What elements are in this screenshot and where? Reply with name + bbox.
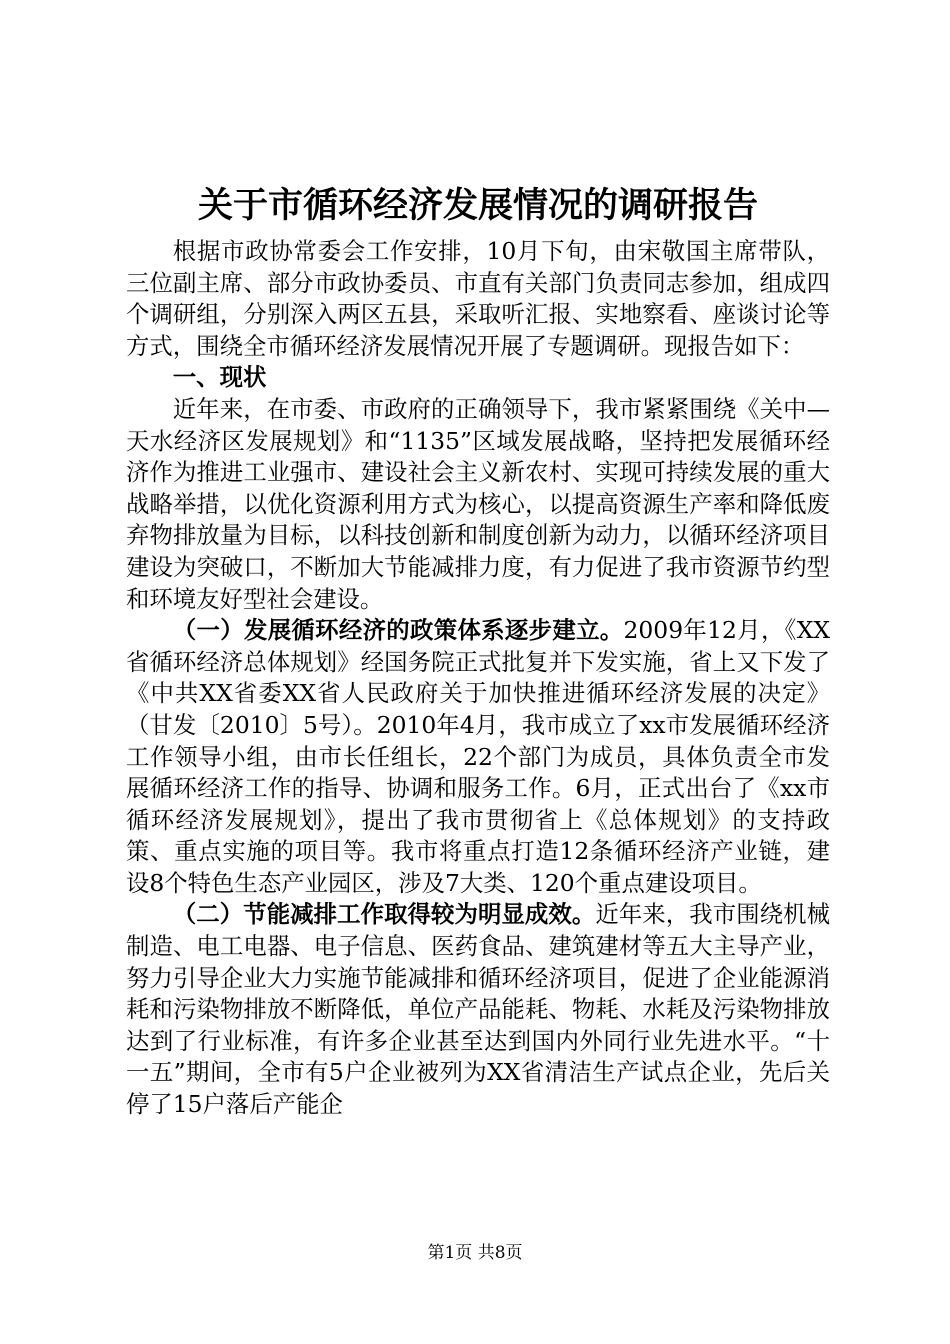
section-heading-status: 一、现状 — [172, 363, 267, 392]
intro-paragraph: 根据市政协常委会工作安排，10月下旬，由宋敬国主席带队，三位副主席、部分市政协委员、市直有关部门负责同志参加，组成四个调研组，分别深入两区五县，采取听汇报、实地察看、座谈讨论等方式，围绕全市循环经济发展情况开展了专题调研。现报告如下： — [126, 237, 830, 360]
subsection-policy-lead: （一）发展循环经济的政策体系逐步建立。 — [172, 616, 624, 645]
subsection-policy-body: 2009年12月，《XX省循环经济总体规划》经国务院正式批复并下发实施，省上又下发了《中共XX省委XX省人民政府关于加快推进循环经济发展的决定》（甘发〔2010〕5号）。2010年4月，我市成立了xx市发展循环经济工作领导小组，由市长任组长，22个部门为成员，具体负责全市发展循环经济工作的指导、协调和服务工作。6月，正式出台了《xx市循环经济发展规划》，提出了我市贯彻省上《总体规划》的支持政策、重点实施的项目等。我市将重点打造12条循环经济产业链，建设8个特色生态产业园区，涉及7大类、120个重点建设项目。 — [126, 616, 830, 897]
subsection-policy-paragraph — [126, 615, 830, 899]
subsection-energy-lead: （二）节能减排工作取得较为明显成效。 — [172, 900, 596, 929]
document-title: 关于市循环经济发展情况的调研报告 — [197, 186, 758, 226]
subsection-energy-paragraph — [126, 899, 830, 1120]
section-status-paragraph: 近年来，在市委、市政府的正确领导下，我市紧紧围绕《关中—天水经济区发展规划》和“1135”区域发展战略，坚持把发展循环经济作为推进工业强市、建设社会主义新农村、实现可持续发展的重大战略举措，以优化资源利用方式为核心，以提高资源生产率和降低废弃物排放量为目标，以科技创新和制度创新为动力，以循环经济项目建设为突破口，不断加大节能减排力度，有力促进了我市资源节约型和环境友好型社会建设。 — [126, 394, 830, 613]
page-footer: 第1页 共8页 — [427, 1243, 523, 1263]
subsection-energy-body: 近年来，我市围绕机械制造、电工电器、电子信息、医药食品、建筑建材等五大主导产业，努力引导企业大力实施节能减排和循环经济项目，促进了企业能源消耗和污染物排放不断降低，单位产品能耗、物耗、水耗及污染物排放达到了行业标准，有许多企业甚至达到国内外同行业先进水平。“十一五”期间，全市有5户企业被列为XX省清洁生产试点企业，先后关停了15户落后产能企 — [126, 900, 831, 1119]
document-page — [126, 180, 830, 1121]
